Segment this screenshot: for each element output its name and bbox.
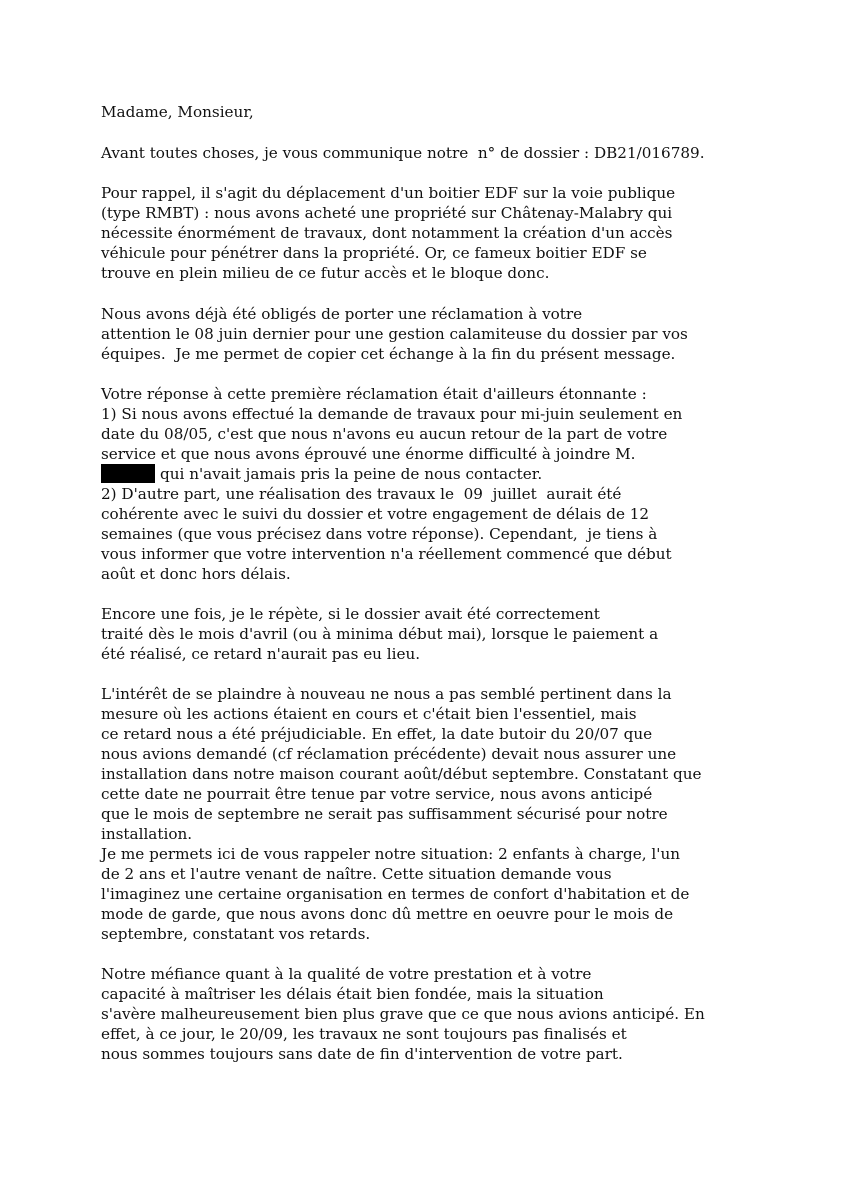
text-line: août et donc hors délais. [101,565,291,583]
text-line: Notre méfiance quant à la qualité de votre prestation et à votre [101,965,592,983]
text-line: semaines (que vous précisez dans votre réponse). Cependant, je tiens à [101,525,658,543]
text-line: été réalisé, ce retard n'aurait pas eu lieu. [101,645,421,663]
text-line: s'avère malheureusement bien plus grave que ce que nous avions anticipé. En [101,1005,705,1023]
text-line: mode de garde, que nous avons donc dû mettre en oeuvre pour le mois de [101,905,674,923]
text-line: 2) D'autre part, une réalisation des travaux le 09 juillet aurait été [101,485,622,503]
text-span: qui n'avait jamais pris la peine de nous contacter. [160,465,543,483]
text-line: date du 08/05, c'est que nous n'avons eu aucun retour de la part de votre [101,425,668,443]
text-line: de 2 ans et l'autre venant de naître. Cette situation demande vous [101,865,612,883]
text-line: mesure où les actions étaient en cours et c'était bien l'essentiel, mais [101,705,637,723]
text-line: 1) Si nous avons effectué la demande de travaux pour mi-juin seulement en [101,405,683,423]
text-line: Nous avons déjà été obligés de porter une réclamation à votre [101,305,583,323]
text-line: attention le 08 juin dernier pour une gestion calamiteuse du dossier par vos [101,325,688,343]
text-line: Votre réponse à cette première réclamation était d'ailleurs étonnante : [101,385,647,403]
text-line: que le mois de septembre ne serait pas suffisamment sécurisé pour notre [101,805,668,823]
text-line: effet, à ce jour, le 20/09, les travaux ne sont toujours pas finalisés et [101,1025,627,1043]
text-line: nous avions demandé (cf réclamation précédente) devait nous assurer une [101,745,677,763]
text-line: ce retard nous a été préjudiciable. En effet, la date butoir du 20/07 que [101,725,653,743]
salutation: Madame, Monsieur, [101,103,254,121]
text-line: cohérente avec le suivi du dossier et votre engagement de délais de 12 [101,505,650,523]
text-line: installation. [101,825,193,843]
text-line: trouve en plein milieu de ce futur accès et le bloque donc. [101,264,550,282]
text-line: cette date ne pourrait être tenue par votre service, nous avons anticipé [101,785,653,803]
redacted-text-line [101,464,542,484]
text-line: L'intérêt de se plaindre à nouveau ne nous a pas semblé pertinent dans la [101,685,672,703]
text-line: Pour rappel, il s'agit du déplacement d'un boitier EDF sur la voie publique [101,184,676,202]
intro-line: Avant toutes choses, je vous communique notre n° de dossier : DB21/016789. [101,144,705,162]
text-line: véhicule pour pénétrer dans la propriété. Or, ce fameux boitier EDF se [101,244,647,262]
text-line: Encore une fois, je le répète, si le dossier avait été correctement [101,605,600,623]
text-line: nous sommes toujours sans date de fin d'intervention de votre part. [101,1045,623,1063]
text-line: service et que nous avons éprouvé une énorme difficulté à joindre M. [101,445,636,463]
text-line: capacité à maîtriser les délais était bien fondée, mais la situation [101,985,604,1003]
text-line: traité dès le mois d'avril (ou à minima début mai), lorsque le paiement a [101,625,659,643]
redaction-block [101,464,155,483]
text-line: septembre, constatant vos retards. [101,925,371,943]
text-line: vous informer que votre intervention n'a réellement commencé que début [101,545,672,563]
text-line: nécessite énormément de travaux, dont notamment la création d'un accès [101,224,673,242]
text-line: équipes. Je me permet de copier cet échange à la fin du présent message. [101,345,676,363]
text-line: Je me permets ici de vous rappeler notre situation: 2 enfants à charge, l'un [101,845,681,863]
text-line: installation dans notre maison courant août/début septembre. Constatant que [101,765,702,783]
text-line: l'imaginez une certaine organisation en termes de confort d'habitation et de [101,885,690,903]
text-line: (type RMBT) : nous avons acheté une propriété sur Châtenay-Malabry qui [101,204,673,222]
